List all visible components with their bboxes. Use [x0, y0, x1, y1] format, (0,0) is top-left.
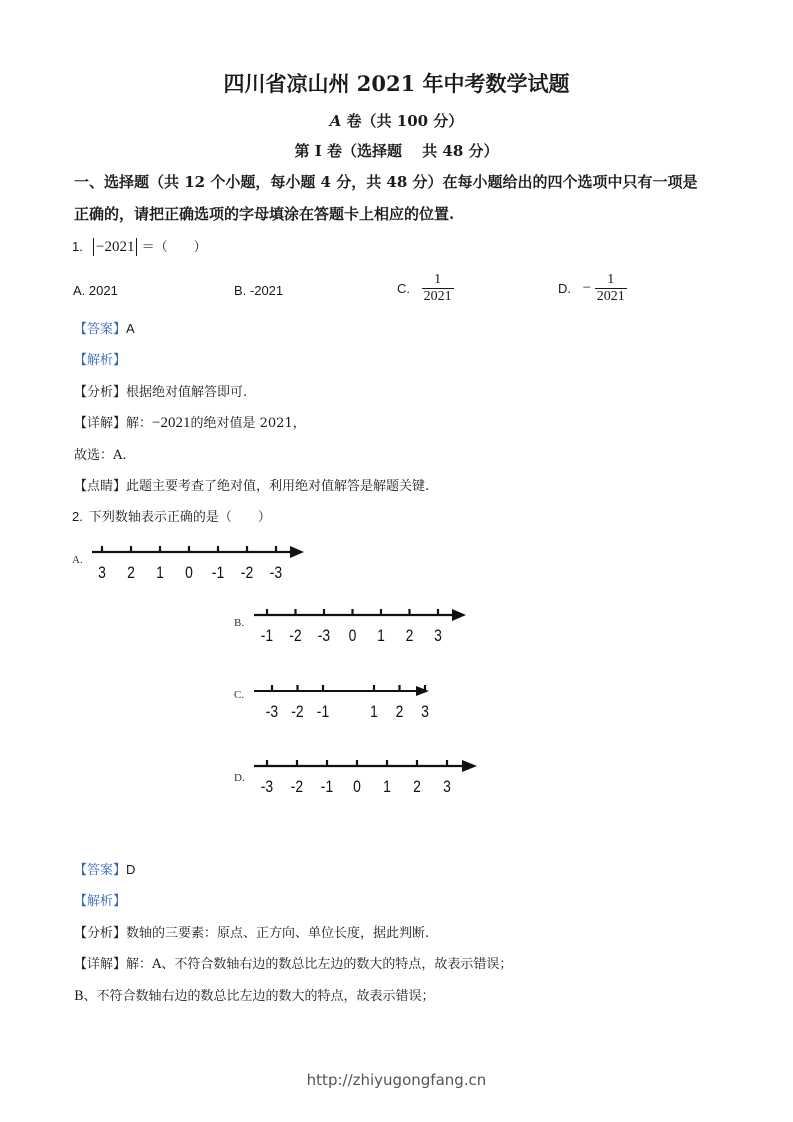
numberline-a [88, 538, 313, 588]
instructions-line-1: 一、选择题（共 12 个小题，每小题 4 分，共 48 分）在每小题给出的四个选项中只有一项是 [74, 173, 698, 191]
q2-stem-text: 下列数轴表示正确的是（ ） [88, 510, 271, 525]
numberline-d-tick-label: -3 [260, 777, 274, 797]
numberline-c-label: C. [234, 689, 245, 701]
numberline-b-tick-label: 3 [434, 626, 442, 646]
numberline-b-tick-label: 0 [348, 626, 357, 646]
q1-answer-tag: 【答案】 [74, 322, 127, 337]
numberline-d-tick-label: -2 [290, 777, 304, 797]
q1-analysis-tag: 【解析】 [74, 353, 127, 368]
q1-choose: 故选：A. [74, 448, 127, 463]
numberline-c-arrow [416, 686, 429, 696]
numberline-a-tick-label: -2 [240, 563, 254, 583]
numberline-a-tick-label: 3 [98, 563, 106, 583]
q1-analysis [74, 349, 126, 368]
numberline-d-tick-label: 3 [443, 777, 451, 797]
q2-number: 2. [72, 509, 83, 524]
numberline-a-tick-label: 1 [156, 563, 164, 583]
numberline-a-tick-label: 2 [127, 563, 135, 583]
q1-option-d-sign: − [582, 280, 592, 296]
q2-answer-tag: 【答案】 [74, 863, 127, 878]
paper-a-letter: A [329, 112, 342, 130]
q1-fenxi-tag: 【分析】 [74, 385, 127, 400]
q1-detail-pre: 解： [126, 416, 153, 431]
q1-detail-post: 的绝对值是 2021， [190, 416, 306, 431]
numberline-d-label: D. [234, 772, 245, 784]
q1-option-a: A. 2021 [73, 283, 118, 298]
numberline-d-tick-label: 2 [413, 777, 421, 797]
q1-answer-value: A [126, 321, 135, 336]
numberline-a-label: A. [72, 554, 83, 566]
q2-detail-a [74, 953, 512, 972]
numberline-b-tick-label: -3 [317, 626, 331, 646]
q1-comment-tag: 【点睛】 [74, 479, 127, 494]
q1-detail [74, 412, 306, 432]
q2-analysis [74, 890, 126, 909]
instructions-line-2: 正确的，请把正确选项的字母填涂在答题卡上相应的位置. [74, 205, 455, 223]
page-title: 四川省凉山州 2021 年中考数学试题 [223, 71, 570, 96]
paper-a-rest: 卷（共 100 分） [341, 112, 464, 130]
numberline-c [250, 677, 450, 723]
paper-a-heading [0, 110, 793, 131]
q1-option-c-denominator: 2021 [423, 289, 452, 304]
q2-fenxi [74, 922, 429, 941]
q1-number: 1. [72, 239, 83, 254]
numberline-b-arrow [452, 609, 466, 621]
q1-option-c-label: C. [397, 281, 410, 296]
q1-abs-expression: −2021 [93, 238, 137, 256]
q1-detail-tag: 【详解】 [74, 416, 127, 431]
numberline-c-tick-label: -2 [291, 702, 304, 722]
q1-answer [74, 318, 135, 337]
q2-stem [72, 506, 271, 525]
q1-option-d-fraction [595, 272, 627, 305]
q1-fenxi-text: 根据绝对值解答即可. [126, 385, 248, 400]
q2-fenxi-tag: 【分析】 [74, 926, 127, 941]
q1-stem [72, 236, 207, 256]
q2-analysis-tag: 【解析】 [74, 894, 127, 909]
numberline-d-tick-label: 1 [383, 777, 391, 797]
q1-option-c-fraction [422, 272, 454, 305]
numberline-b-tick-label: 1 [377, 626, 385, 646]
numberline-c-tick-label: 3 [421, 702, 429, 722]
numberline-b-label: B. [234, 617, 245, 629]
q1-fenxi [74, 381, 247, 400]
numberline-c-tick-label: -1 [316, 702, 330, 722]
numberline-a-tick-label: 0 [185, 563, 193, 583]
q1-tail: ＝（ ） [141, 240, 207, 255]
q1-option-c [397, 272, 454, 305]
numberline-a-tick-label: -1 [211, 563, 225, 583]
q1-comment [74, 475, 429, 494]
numberline-a-arrow [290, 546, 304, 558]
numberline-d-tick-label: 0 [353, 777, 361, 797]
q2-answer-value: D [126, 862, 136, 877]
numberline-c-tick-label: 2 [395, 702, 404, 722]
numberline-b-tick-label: -2 [289, 626, 302, 646]
q1-option-d-label: D. [558, 281, 571, 296]
numberline-c-tick-label: 1 [370, 702, 378, 722]
numberline-b [250, 601, 475, 651]
q2-detail-b: B、不符合数轴右边的数总比左边的数大的特点，故表示错误； [74, 989, 435, 1004]
numberline-d-tick-label: -1 [320, 777, 334, 797]
q2-answer [74, 859, 135, 878]
q1-detail-math: −2021 [152, 415, 191, 431]
q2-detail-a-text: 解：A、不符合数轴右边的数总比左边的数大的特点，故表示错误； [126, 957, 513, 972]
q2-fenxi-text: 数轴的三要素：原点、正方向、单位长度，据此判断. [126, 926, 430, 941]
numberline-b-tick-label: 2 [405, 626, 414, 646]
numberline-a-tick-label: -3 [269, 563, 283, 583]
q1-option-d [558, 272, 627, 305]
numberline-c-tick-label: -3 [265, 702, 279, 722]
footer-url: http://zhiyugongfang.cn [306, 1071, 487, 1089]
q1-comment-text: 此题主要考查了绝对值，利用绝对值解答是解题关键. [126, 479, 430, 494]
numberline-d-arrow [462, 760, 477, 772]
q1-option-c-numerator: 1 [434, 272, 442, 287]
q1-option-d-numerator: 1 [607, 272, 615, 287]
numberline-d [250, 752, 490, 804]
q2-detail-tag: 【详解】 [74, 957, 127, 972]
section-heading: 第 I 卷（选择题 共 48 分） [294, 142, 499, 160]
q1-option-b: B. -2021 [234, 283, 284, 298]
numberline-b-tick-label: -1 [260, 626, 274, 646]
q1-option-d-denominator: 2021 [596, 289, 625, 304]
